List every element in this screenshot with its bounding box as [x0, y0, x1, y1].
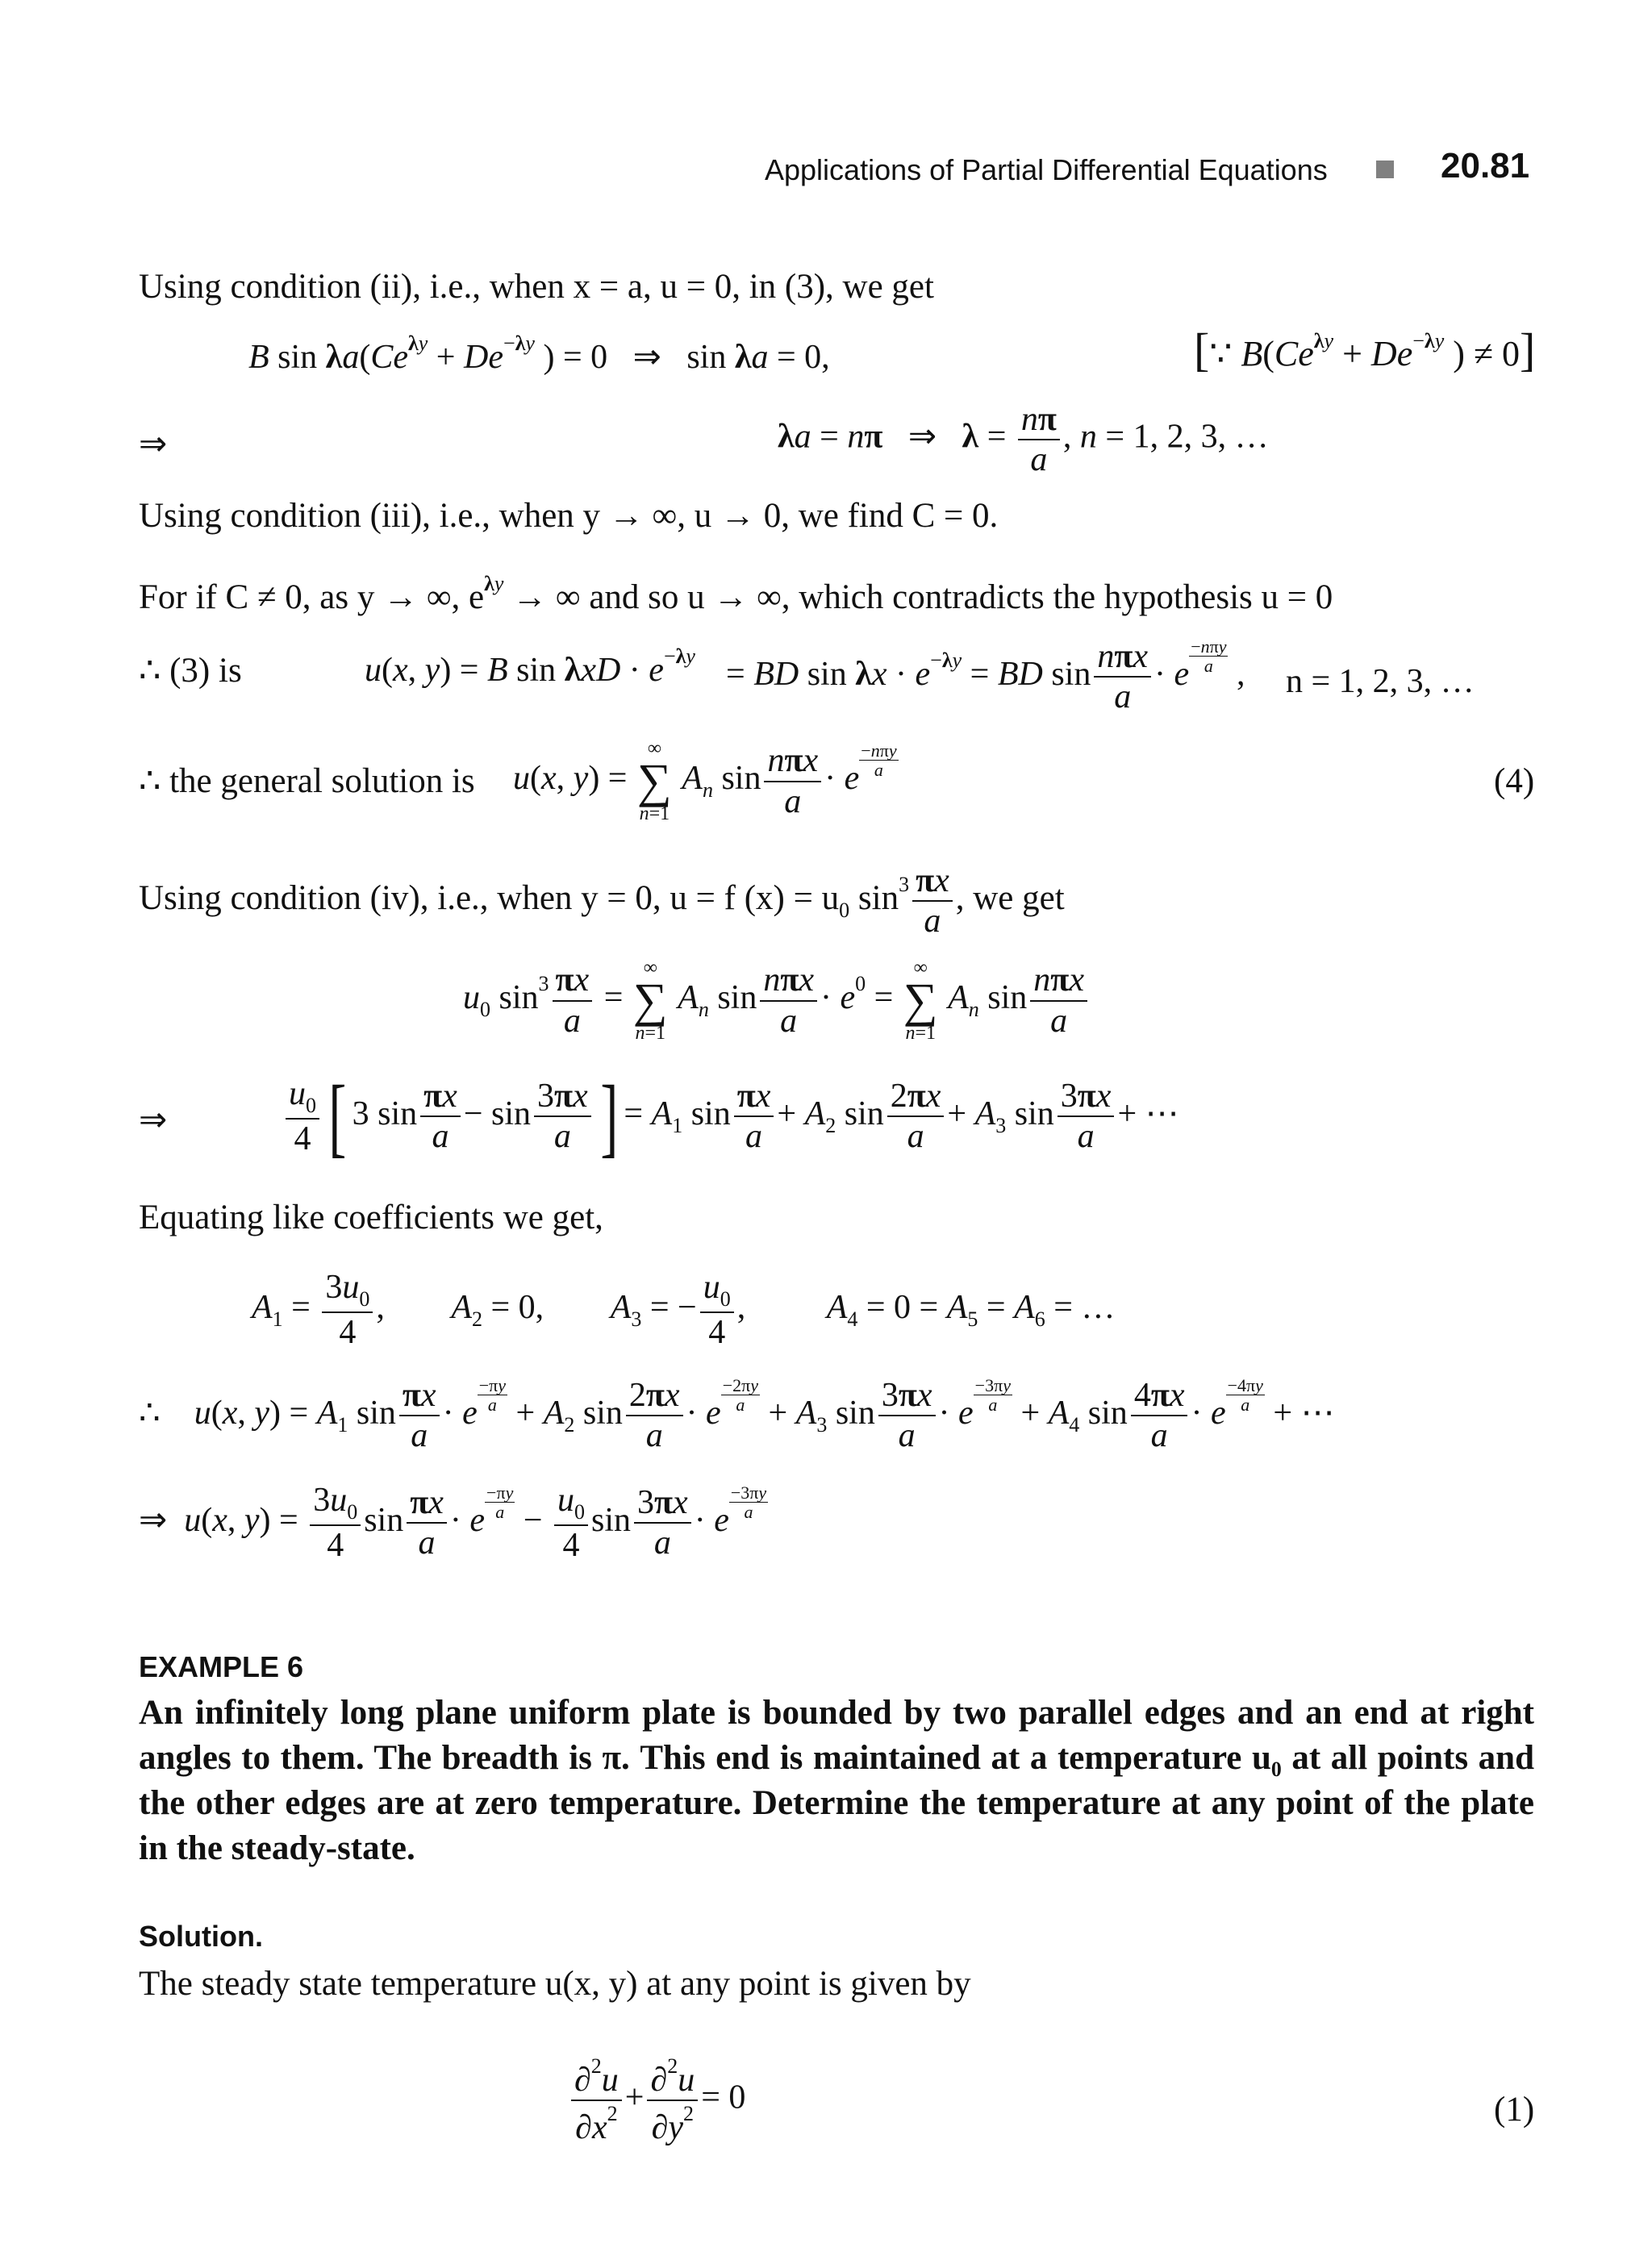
equation-laplace: $\frac{\partial^2u}{\partial x^2}$ + $\frac{\partial^2u}{\partial y^2}$ = 0 — [568, 2055, 745, 2145]
equation-coefficients: $A_1$ = $\frac{3u_0}{4}$ , $A_2 = 0$, $A_3$ = − $\frac{u_0}{4}$ , $A_4 = 0 = A_5 = A_6$ = … — [252, 1269, 1116, 1352]
for-if-line: For if C ≠ 0, as y → ∞, $e^{\lambda y}$ → ∞ and so u → ∞, which contradicts the hypothesis u = 0 — [139, 572, 1333, 616]
equation-u-expanded: ∴ u(x, $y) = A_1$ sin $\frac{\pi x}{a}$ · e $\frac{-\pi y}{a}$ + $A_2$ sin $\frac{2\pi x}{a}$ · e $\frac{-2\pi y}{a}$ + $A_3$ sin $\frac{3\pi x}{a}$ · e $\frac{-3\pi y}{a}$ + $A_4$ sin $\frac{4\pi x}{a}$ · e $\frac{-4\pi y}{a}$ + ⋯ — [139, 1375, 1335, 1455]
equation-final-solution: ⇒ u(x, y) = $\frac{3u_0}{4}$ sin $\frac{\pi x}{a}$ · e $\frac{-\pi y}{a}$ − $\frac{u_0}{4}$ sin $\frac{3\pi x}{a}$ · e $\frac{-3\pi y}{a}$ — [139, 1482, 767, 1565]
implies-arrow: ⇒ — [139, 426, 168, 463]
equation-series-match: $u_0$ $\sin^3$ $\frac{\pi x}{a}$ = ∞ ∑ n=1 $A_n$ sin $\frac{\text{nπx}}{a}$ · $e^0$ = ∞ ∑ n=1 $A_n$ sin $\frac{\text{nπx}}{a}$ — [463, 958, 1091, 1043]
page-number: 20.81 — [1441, 146, 1530, 186]
equation-bd: = BD $\sin \lambda x \cdot e^{-\lambda y}$ = BD sin $\frac{\text{nπx}}{a}$ · e $\frac{\text{−nπy}}{a}$ , — [726, 636, 1245, 716]
equation-because: [∵ $B(Ce^{\lambda y} + De^{-\lambda y}$ ) ≠ 0] — [1194, 323, 1536, 376]
example-heading: EXAMPLE 6 — [139, 1650, 304, 1683]
condition-iii-line: Using condition (iii), i.e., when y → ∞, u → 0, we find C = 0. — [139, 497, 999, 535]
condition-iv-text: Using condition (iv), i.e., when y = 0, u = f (x) = u — [139, 878, 840, 917]
we-get-text: , we get — [955, 878, 1065, 917]
implies-arrow-2: ⇒ — [139, 1102, 168, 1139]
equation-lambda: λa = nπ ⇒ λ = $\frac{n\pi}{a}$ , n = 1, 2, 3, … — [778, 401, 1269, 479]
general-solution-label: ∴ the general solution is — [139, 762, 475, 800]
condition-iv-line: Using condition (iv), i.e., when y = 0, u = f $(x) = u_0$ $\sin^3$ $\frac{\pi x}{a}$ , we get — [139, 862, 1065, 940]
n-range: n = 1, 2, 3, … — [1286, 663, 1475, 700]
equation-b-sin: B $\sin \lambda a(Ce^{\lambda y} + De^{-\lambda y}$ ) = 0 ⇒ sin λa = 0, — [248, 332, 830, 376]
for-if-text: For if C ≠ 0, as y → ∞, e — [139, 578, 485, 616]
for-if-tail: → ∞ and so u → ∞, which contradicts the hypothesis u = 0 — [503, 578, 1333, 616]
solution-heading: Solution. — [139, 1920, 263, 1953]
three-is-label: ∴ (3) is — [139, 652, 242, 690]
equation-u-product: u(x, y) = B $\sin \lambda xD \cdot e^{-\lambda y}$ — [365, 644, 695, 689]
example-problem: An infinitely long plane uniform plate is bounded by two parallel edges and an end at right angles to them. The breadth is π. This end is maintained at a temperature u₀ at all points and the other edges are at zero temperature. Determine the temperature at any point of the plate in the steady-state. — [139, 1694, 1534, 1867]
equation-general: u(x, y) = ∞ ∑ n=1 $A_n$ sin $\frac{\text{nπx}}{a}$ · e $\frac{\text{−nπy}}{a}$ — [513, 738, 897, 824]
equation-label-1: (1) — [1494, 2091, 1535, 2129]
equation-triple-angle: $\frac{u_0}{4}$ [ 3 sin $\frac{\pi x}{a}$ − sin $\frac{3\pi x}{a}$ ] = $A_1$ sin $\frac{\pi x}{a}$ + $A_2$ sin $\frac{2\pi x}{a}$ + $A_3$ sin $\frac{3\pi x}{a}$ + ⋯ — [282, 1076, 1179, 1157]
header-square-icon — [1376, 161, 1394, 178]
running-title: Applications of Partial Differential Equations — [765, 153, 1328, 186]
equation-label-4: (4) — [1494, 762, 1535, 800]
equating-line: Equating like coefficients we get, — [139, 1199, 603, 1236]
solution-text: The steady state temperature u(x, y) at any point is given by — [139, 1965, 971, 2003]
condition-ii-line: Using condition (ii), i.e., when x = a, u = 0, in (3), we get — [139, 268, 934, 306]
